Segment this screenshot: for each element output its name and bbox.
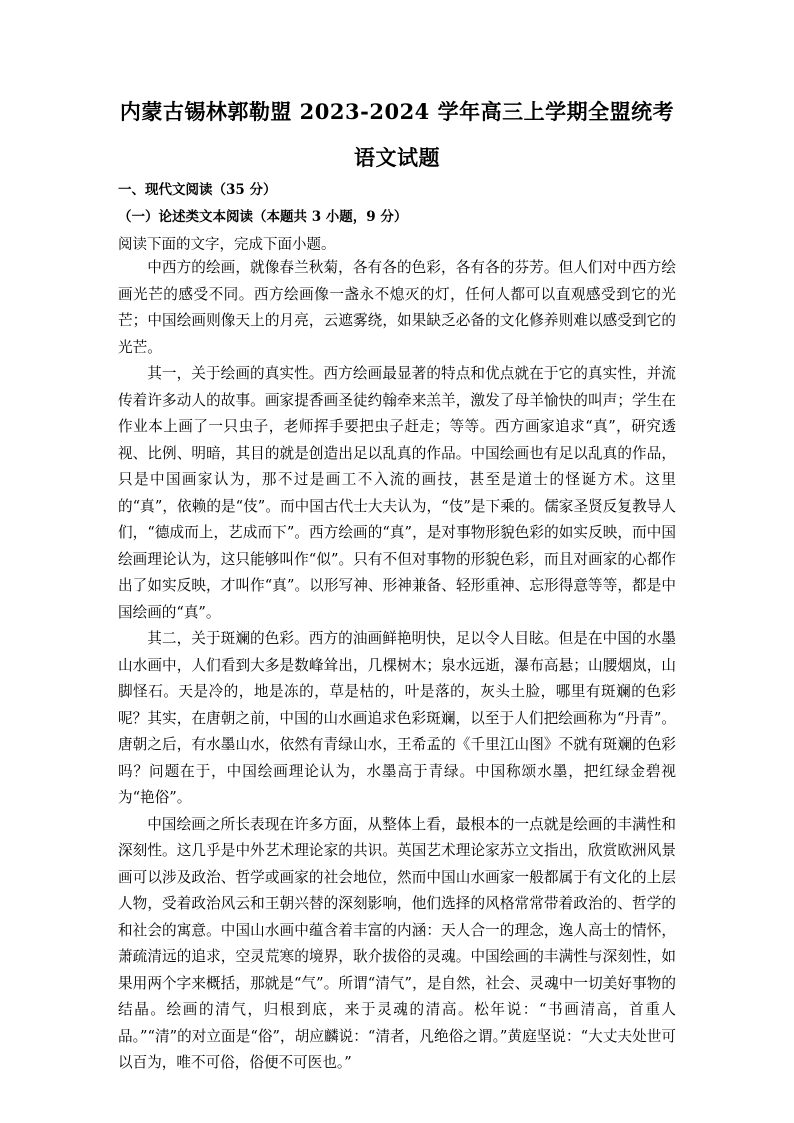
section-heading: 一、现代文阅读（35 分） [118, 182, 277, 198]
reading-instruction: 阅读下面的文字，完成下面小题。 [118, 237, 336, 253]
passage-paragraph: 其二，关于斑斓的色彩。西方的油画鲜艳明快，足以令人目眩。但是在中国的水墨山水画中，人们看到大多是数峰耸出，几棵树木；泉水远逝，瀑布高悬；山腰烟岚，山脚怪石。天是冷的，地是冻的，草是枯的，叶是落的，灰头土脸，哪里有斑斓的色彩呢？其实，在唐朝之前，中国的山水画追求色彩斑斓，以至于人们把绘画称为“丹青”。唐朝之后，有水墨山水，依然有青绿山水，王希孟的《千里江山图》不就有斑斓的色彩吗？问题在于，中国绘画理论认为，水墨高于青绿。中国称颂水墨，把红绿金碧视为“艳俗”。 [118, 630, 676, 806]
passage-paragraph: 中国绘画之所长表现在许多方面，从整体上看，最根本的一点就是绘画的丰满性和深刻性。这几乎是中外艺术理论家的共识。英国艺术理论家苏立文指出，欣赏欧洲风景画可以涉及政治、哲学或画家的社会地位，然而中国山水画家一般都属于有文化的上层人物，受着政治风云和王朝兴替的深刻影响，他们选择的风格常常带着政治的、哲学的和社会的寓意。中国山水画中蕴含着丰富的内涵：天人合一的理念，逸人高士的情怀，萧疏清远的追求，空灵荒寒的境界，耿介拔俗的灵魂。中国绘画的丰满性与深刻性，如果用两个字来概括，那就是“气”。所谓“清气”，是自然，社会、灵魂中一切美好事物的结晶。绘画的清气，归根到底，来于灵魂的清高。松年说：“书画清高，首重人品。”“清”的对立面是“俗”，胡应麟说：“清者，凡绝俗之谓。”黄庭坚说：“大丈夫处世可以百为，唯不可俗，俗便不可医也。” [118, 815, 676, 1071]
passage-paragraph: 中西方的绘画，就像春兰秋菊，各有各的色彩，各有各的芬芳。但人们对中西方绘画光芒的感受不同。西方绘画像一盏永不熄灭的灯，任何人都可以直观感受到它的光芒；中国绘画则像天上的月亮，云遮雾绕，如果缺乏必备的文化修养则难以感受到它的光芒。 [118, 259, 676, 356]
passage-paragraph: 其一，关于绘画的真实性。西方绘画最显著的特点和优点就在于它的真实性，并流传着许多动人的故事。画家提香画圣徒约翰牵来羔羊，激发了母羊愉快的叫声；学生在作业本上画了一只虫子，老师挥手要把虫子赶走；等等。西方画家追求“真”，研究透视、比例、明暗，其目的就是创造出足以乱真的作品。中国绘画也有足以乱真的作品，只是中国画家认为，那不过是画工不入流的画技，甚至是道士的怪诞方术。这里的“真”，依赖的是“伎”。而中国古代士大夫认为，“伎”是下乘的。儒家圣贤反复教导人们，“德成而上，艺成而下”。西方绘画的“真”，是对事物形貌色彩的如实反映，而中国绘画理论认为，这只能够叫作“似”。只有不但对事物的形貌色彩，而且对画家的心都作出了如实反映，才叫作“真”。以形写神、形神兼备、轻形重神、忘形得意等等，都是中国绘画的“真”。 [118, 365, 676, 621]
subsection-heading: （一）论述类文本阅读（本题共 3 小题，9 分） [118, 209, 408, 225]
passage-body [118, 255, 676, 1077]
exam-title: 内蒙古锡林郭勒盟 2023-2024 学年高三上学期全盟统考 [119, 99, 675, 124]
exam-subject-title: 语文试题 [354, 145, 440, 170]
